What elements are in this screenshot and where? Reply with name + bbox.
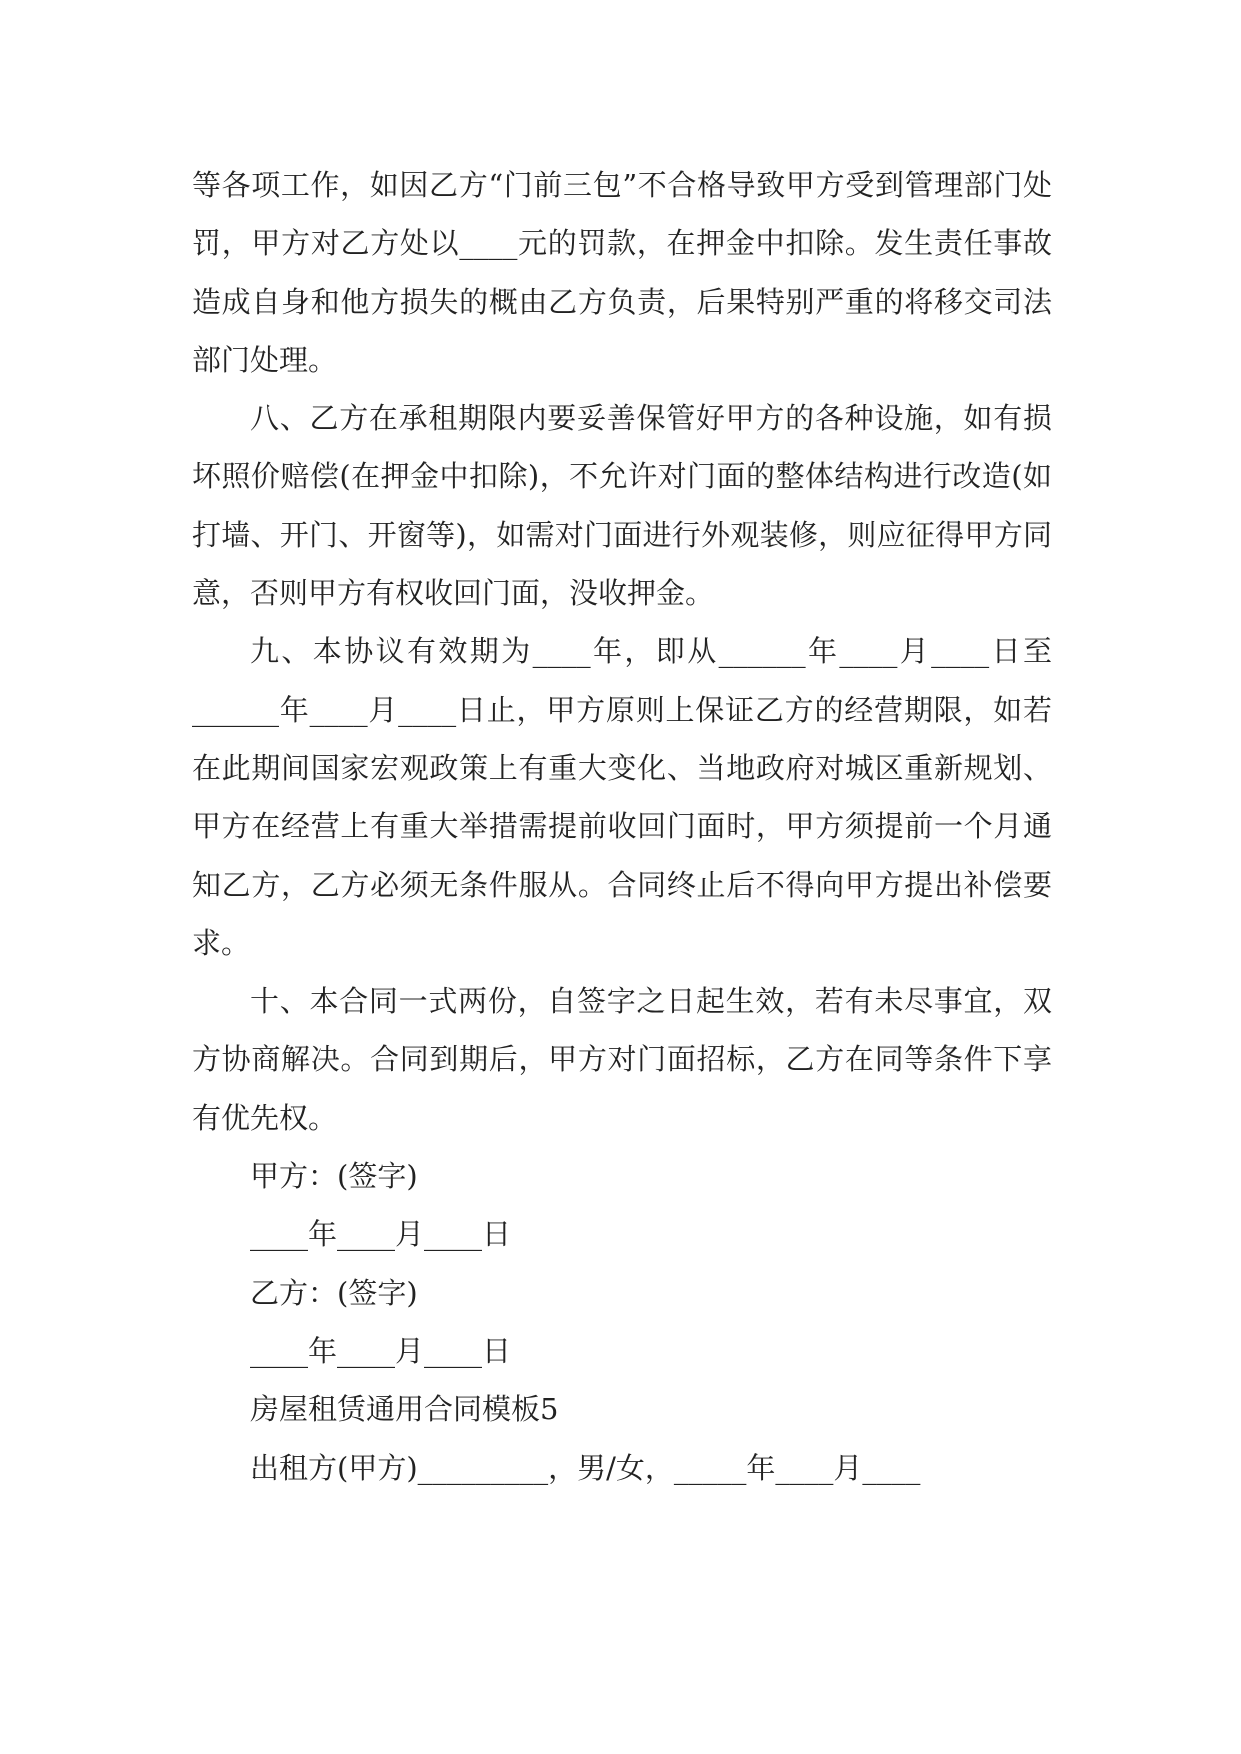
clause-nine: 九、本协议有效期为____年，即从______年____月____日至______年____月____日止，甲方原则上保证乙方的经营期限，如若在此期间国家宏观政策上有重大变化、当地政府对城区重新规划、甲方在经营上有重大举措需提前收回门面时，甲方须提前一个月通知乙方，乙方必须无条件服从。合同终止后不得向甲方提出补偿要求。 [192,634,1052,960]
party-b-date: ____年____月____日 [250,1333,512,1368]
document-body [192,156,1052,1497]
next-section-title: 房屋租赁通用合同模板5 [250,1392,559,1427]
party-a-date: ____年____月____日 [250,1217,512,1252]
clause-seven-continued: 等各项工作，如因乙方“门前三包”不合格导致甲方受到管理部门处罚，甲方对乙方处以____元的罚款，在押金中扣除。发生责任事故造成自身和他方损失的概由乙方负责，后果特别严重的将移交司法部门处理。 [192,168,1052,377]
clause-eight: 八、乙方在承租期限内要妥善保管好甲方的各种设施，如有损坏照价赔偿(在押金中扣除)，不允许对门面的整体结构进行改造(如打墙、开门、开窗等)，如需对门面进行外观装修，则应征得甲方同意，否则甲方有权收回门面，没收押金。 [192,401,1052,611]
clause-ten: 十、本合同一式两份，自签字之日起生效，若有未尽事宜，双方协商解决。合同到期后，甲方对门面招标，乙方在同等条件下享有优先权。 [192,984,1052,1135]
next-section-first-line: 出租方(甲方)_________，男/女，_____年____月____ [250,1450,921,1485]
party-b-signature: 乙方：(签字) [250,1275,418,1310]
party-a-signature: 甲方：(签字) [250,1159,418,1194]
